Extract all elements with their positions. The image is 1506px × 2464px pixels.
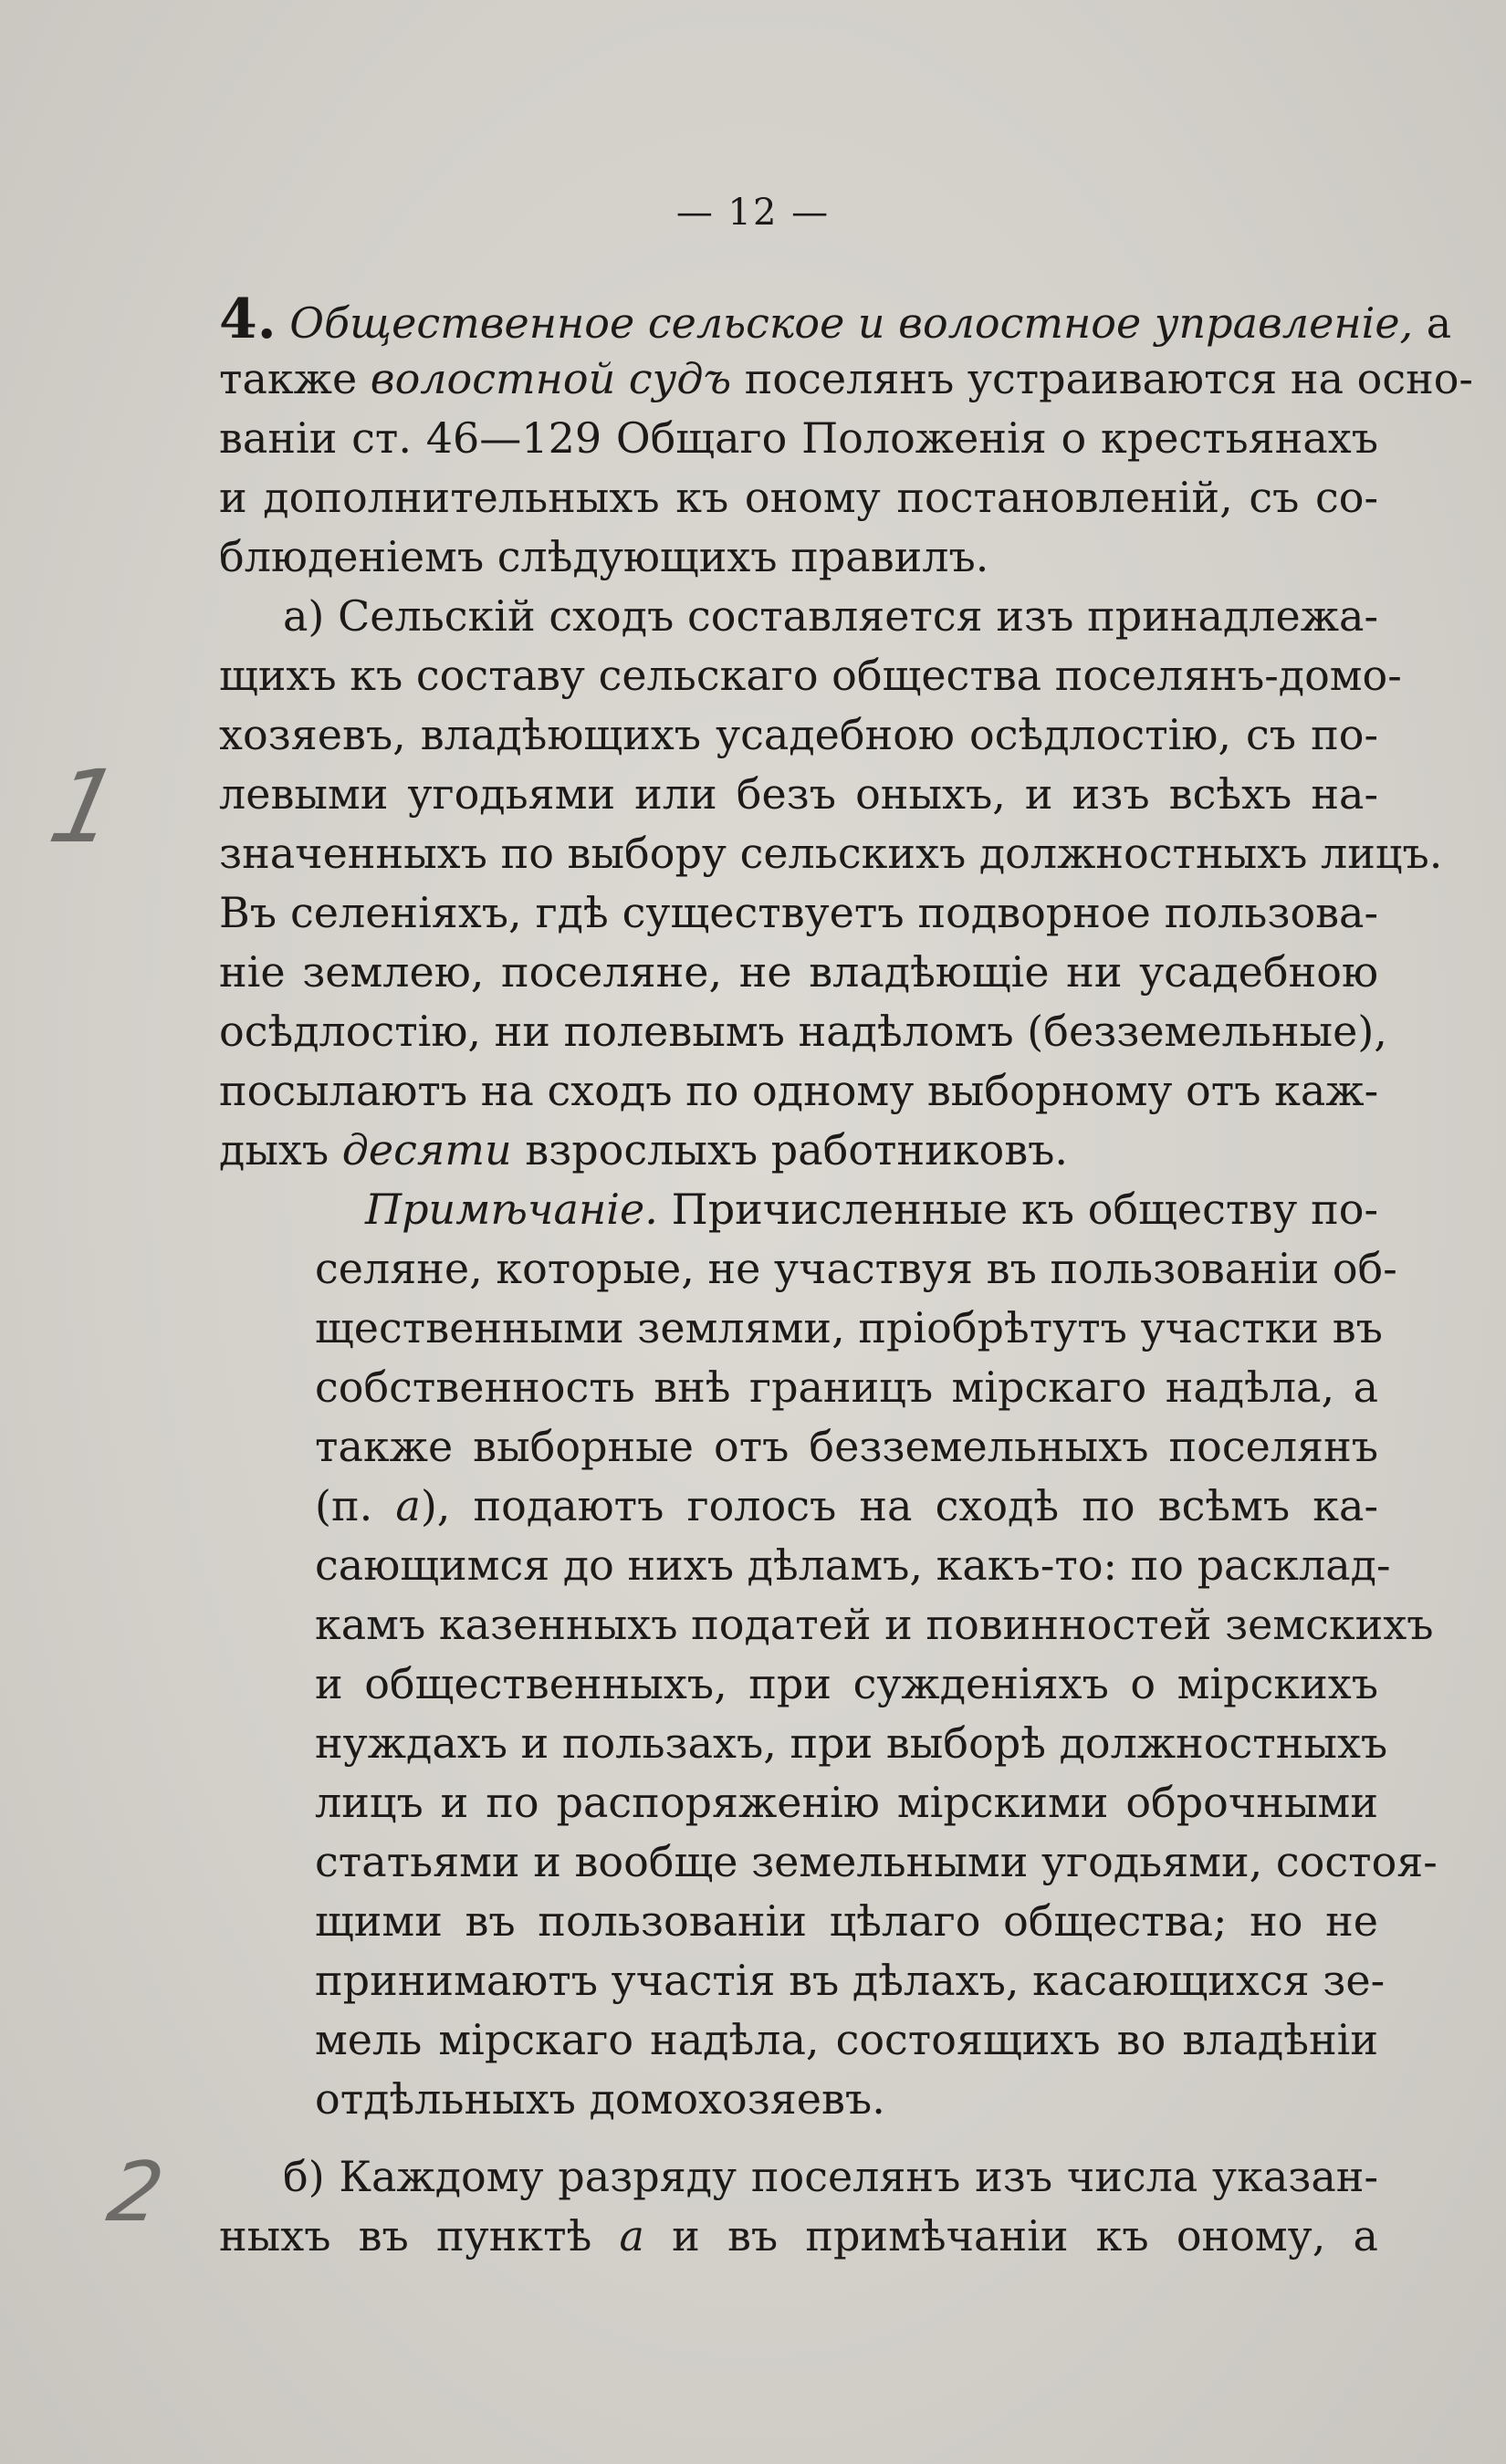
handwritten-margin-mark-1: 1 [40,748,130,865]
text-line: также выборные отъ безземельныхъ поселянъ [315,1422,1378,1471]
handwritten-margin-mark-2: 2 [100,2145,171,2240]
text-line: селяне, которые, не участвуя въ пользованіи об- [315,1244,1397,1293]
text-line [219,287,1452,351]
body-text [219,287,1473,2266]
italic-term: волостной судъ [370,354,732,403]
text-line: и общественныхъ, при сужденіяхъ о мірскихъ [315,1659,1378,1708]
text-line: хозяевъ, владѣющихъ усадебною осѣдлостію, съ по- [219,710,1378,759]
text-fragment: и въ примѣчаніи къ оному, а [643,2211,1378,2260]
text-fragment: (п. [315,1481,396,1530]
text-line [219,1121,1378,1180]
text-line [219,2207,1378,2266]
text-line: б) Каждому разряду поселянъ изъ числа указан- [283,2152,1378,2201]
text-fragment: дыхъ [219,1125,342,1175]
text-line: левыми угодьями или безъ оныхъ, и изъ всѣхъ на- [219,769,1378,819]
text-line: нуждахъ и пользахъ, при выборѣ должностныхъ [315,1718,1388,1768]
text-line: щихъ къ составу сельскаго общества поселянъ-домо- [219,651,1402,700]
italic-term: десяти [341,1125,512,1175]
text-line: отдѣльныхъ домохозяевъ. [315,2074,885,2124]
text-line [219,1477,1378,1536]
text-line [219,350,1473,409]
text-line: и дополнительныхъ къ оному постановленій, съ со- [219,473,1378,522]
text-line: ваніи ст. 46—129 Общаго Положенія о крестьянахъ [219,413,1378,463]
text-fragment: также [219,354,371,403]
text-line: посылаютъ на сходъ по одному выборному отъ каж- [219,1066,1379,1115]
text-line: мель мірскаго надѣла, состоящихъ во владѣніи [315,2015,1378,2064]
text-line: ніе землею, поселяне, не владѣющіе ни усадебною [219,947,1378,997]
text-line: статьями и вообще земельными угодьями, состоя- [315,1837,1438,1886]
note-heading: Примѣчаніе. [365,1185,658,1234]
section-number: 4. [219,287,277,351]
text-fragment: поселянъ устраиваются на осно- [731,354,1473,403]
text-line: лицъ и по распоряженію мірскими оброчными [315,1778,1378,1827]
page-number: — 12 — [675,192,831,234]
text-line: камъ казенныхъ податей и повинностей земскихъ [315,1600,1434,1649]
text-fragment: взрослыхъ работниковъ. [511,1125,1069,1175]
text-line: собственность внѣ границъ мірскаго надѣла, а [315,1363,1378,1412]
text-fragment: Причисленные къ обществу по- [657,1185,1378,1234]
italic-term: а [619,2211,644,2260]
text-fragment: а [1413,298,1452,348]
paragraph-gap [219,2129,1378,2147]
section-title: Общественное сельское и волостное управленіе, [289,298,1414,348]
text-fragment: ныхъ въ пунктѣ [219,2211,620,2260]
text-line: значенныхъ по выбору сельскихъ должностныхъ лицъ. [219,829,1443,878]
text-line: щими въ пользованіи цѣлаго общества; но не [315,1896,1378,1946]
text-line: принимаютъ участія въ дѣлахъ, касающихся зе- [315,1956,1386,2005]
text-line [219,1180,1378,1239]
text-line: блюденіемъ слѣдующихъ правилъ. [219,532,989,581]
text-line: сающимся до нихъ дѣламъ, какъ-то: по расклад- [315,1540,1391,1590]
text-line: Въ селеніяхъ, гдѣ существуетъ подворное пользова- [219,888,1378,937]
italic-term: а [395,1481,421,1530]
text-fragment: ), подаютъ голосъ на сходѣ по всѣмъ ка- [420,1481,1378,1530]
text-line: а) Сельскій сходъ составляется изъ принадлежа- [283,591,1378,641]
text-line: щественными землями, пріобрѣтутъ участки въ [315,1303,1383,1352]
text-line: осѣдлостію, ни полевымъ надѣломъ (безземельные), [219,1007,1387,1056]
